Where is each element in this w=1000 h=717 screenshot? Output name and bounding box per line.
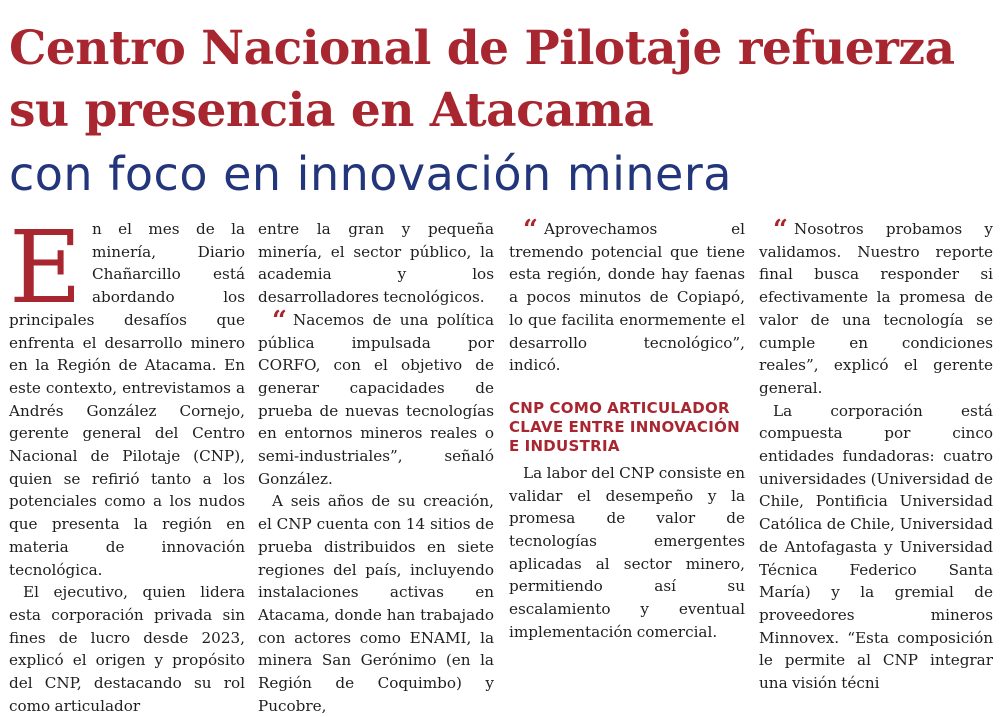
body-paragraph: El ejecutivo, quien lidera esta corporación privada sin fines de lucro desde 2023, explicó el origen y propósito del CNP, destacando su rol como articulador [9, 583, 245, 715]
headline-line-2: su presencia en Atacama [9, 83, 654, 138]
article-column-3 [509, 215, 745, 644]
body-paragraph: La labor del CNP consiste en validar el desempeño y la promesa de valor de tecnologías emergentes aplicadas al sector minero, permitiendo así su escalamiento y eventual implementación comercial. [509, 463, 745, 641]
intro-text: n el mes de la minería, Diario Chañarcillo está abordando los principales desafíos que enfrenta el desarrollo minero en la Región de Atacama. En este contexto, entrevistamos a Andrés González Cornejo, gerente general del Centro Nacional de Pilotaje (CNP), quien se refirió tanto a los potenciales como a los nudos que presenta la región en materia de innovación tecnológica. [9, 220, 245, 579]
pull-quote [759, 215, 993, 400]
pull-quote [509, 215, 745, 377]
article-column-2 [258, 218, 494, 717]
quote-text: Aprovechamos el tremendo potencial que tiene esta región, donde hay faenas a pocos minutos de Copiapó, lo que facilita enormemente el desarrollo tecnológico”, indicó. [509, 220, 745, 375]
drop-cap: E [9, 209, 82, 326]
quote-text: Nacemos de una política pública impulsada por CORFO, con el objetivo de generar capacidades de prueba de nuevas tecnologías en entornos mineros reales o semi-industriales”, señaló González. [258, 310, 494, 488]
article-column-1 [9, 209, 245, 717]
quote-mark-icon: “ [773, 215, 788, 245]
quote-mark-icon: “ [272, 305, 287, 336]
article-column-4 [759, 215, 993, 695]
section-subheading: CNP COMO ARTICULADOR CLAVE ENTRE INNOVACIÓN E INDUSTRIA [509, 398, 741, 455]
quote-text: Nosotros probamos y validamos. Nuestro reporte final busca responder si efectivamente la promesa de valor de una tecnología se cumple en condiciones reales”, explicó el gerente general. [759, 220, 993, 397]
pull-quote [258, 305, 494, 491]
body-paragraph: A seis años de su creación, el CNP cuenta con 14 sitios de prueba distribuidos en siete regiones del país, incluyendo instalaciones activas en Atacama, donde han trabajado con actores como ENAMI, la minera San Gerónimo (en la Región de Coquimbo) y Pucobre, [258, 492, 494, 715]
body-paragraph: La corporación está compuesta por cinco entidades fundadoras: cuatro universidades (Universidad de Chile, Pontificia Universidad Católica de Chile, Universidad de Antofagasta y Universidad Técnica Federico Santa María) y la gremial de proveedores mineros Minnovex. “Esta composición le permite al CNP integrar una visión técni [759, 401, 993, 693]
quote-mark-icon: “ [523, 215, 538, 245]
article-headline [9, 18, 989, 206]
headline-subtitle: con foco en innovación minera [9, 147, 732, 201]
body-paragraph: entre la gran y pequeña minería, el sector público, la academia y los desarrolladores tecnológicos. [258, 220, 494, 307]
intro-paragraph [9, 209, 245, 581]
headline-line-1: Centro Nacional de Pilotaje refuerza [9, 21, 955, 76]
